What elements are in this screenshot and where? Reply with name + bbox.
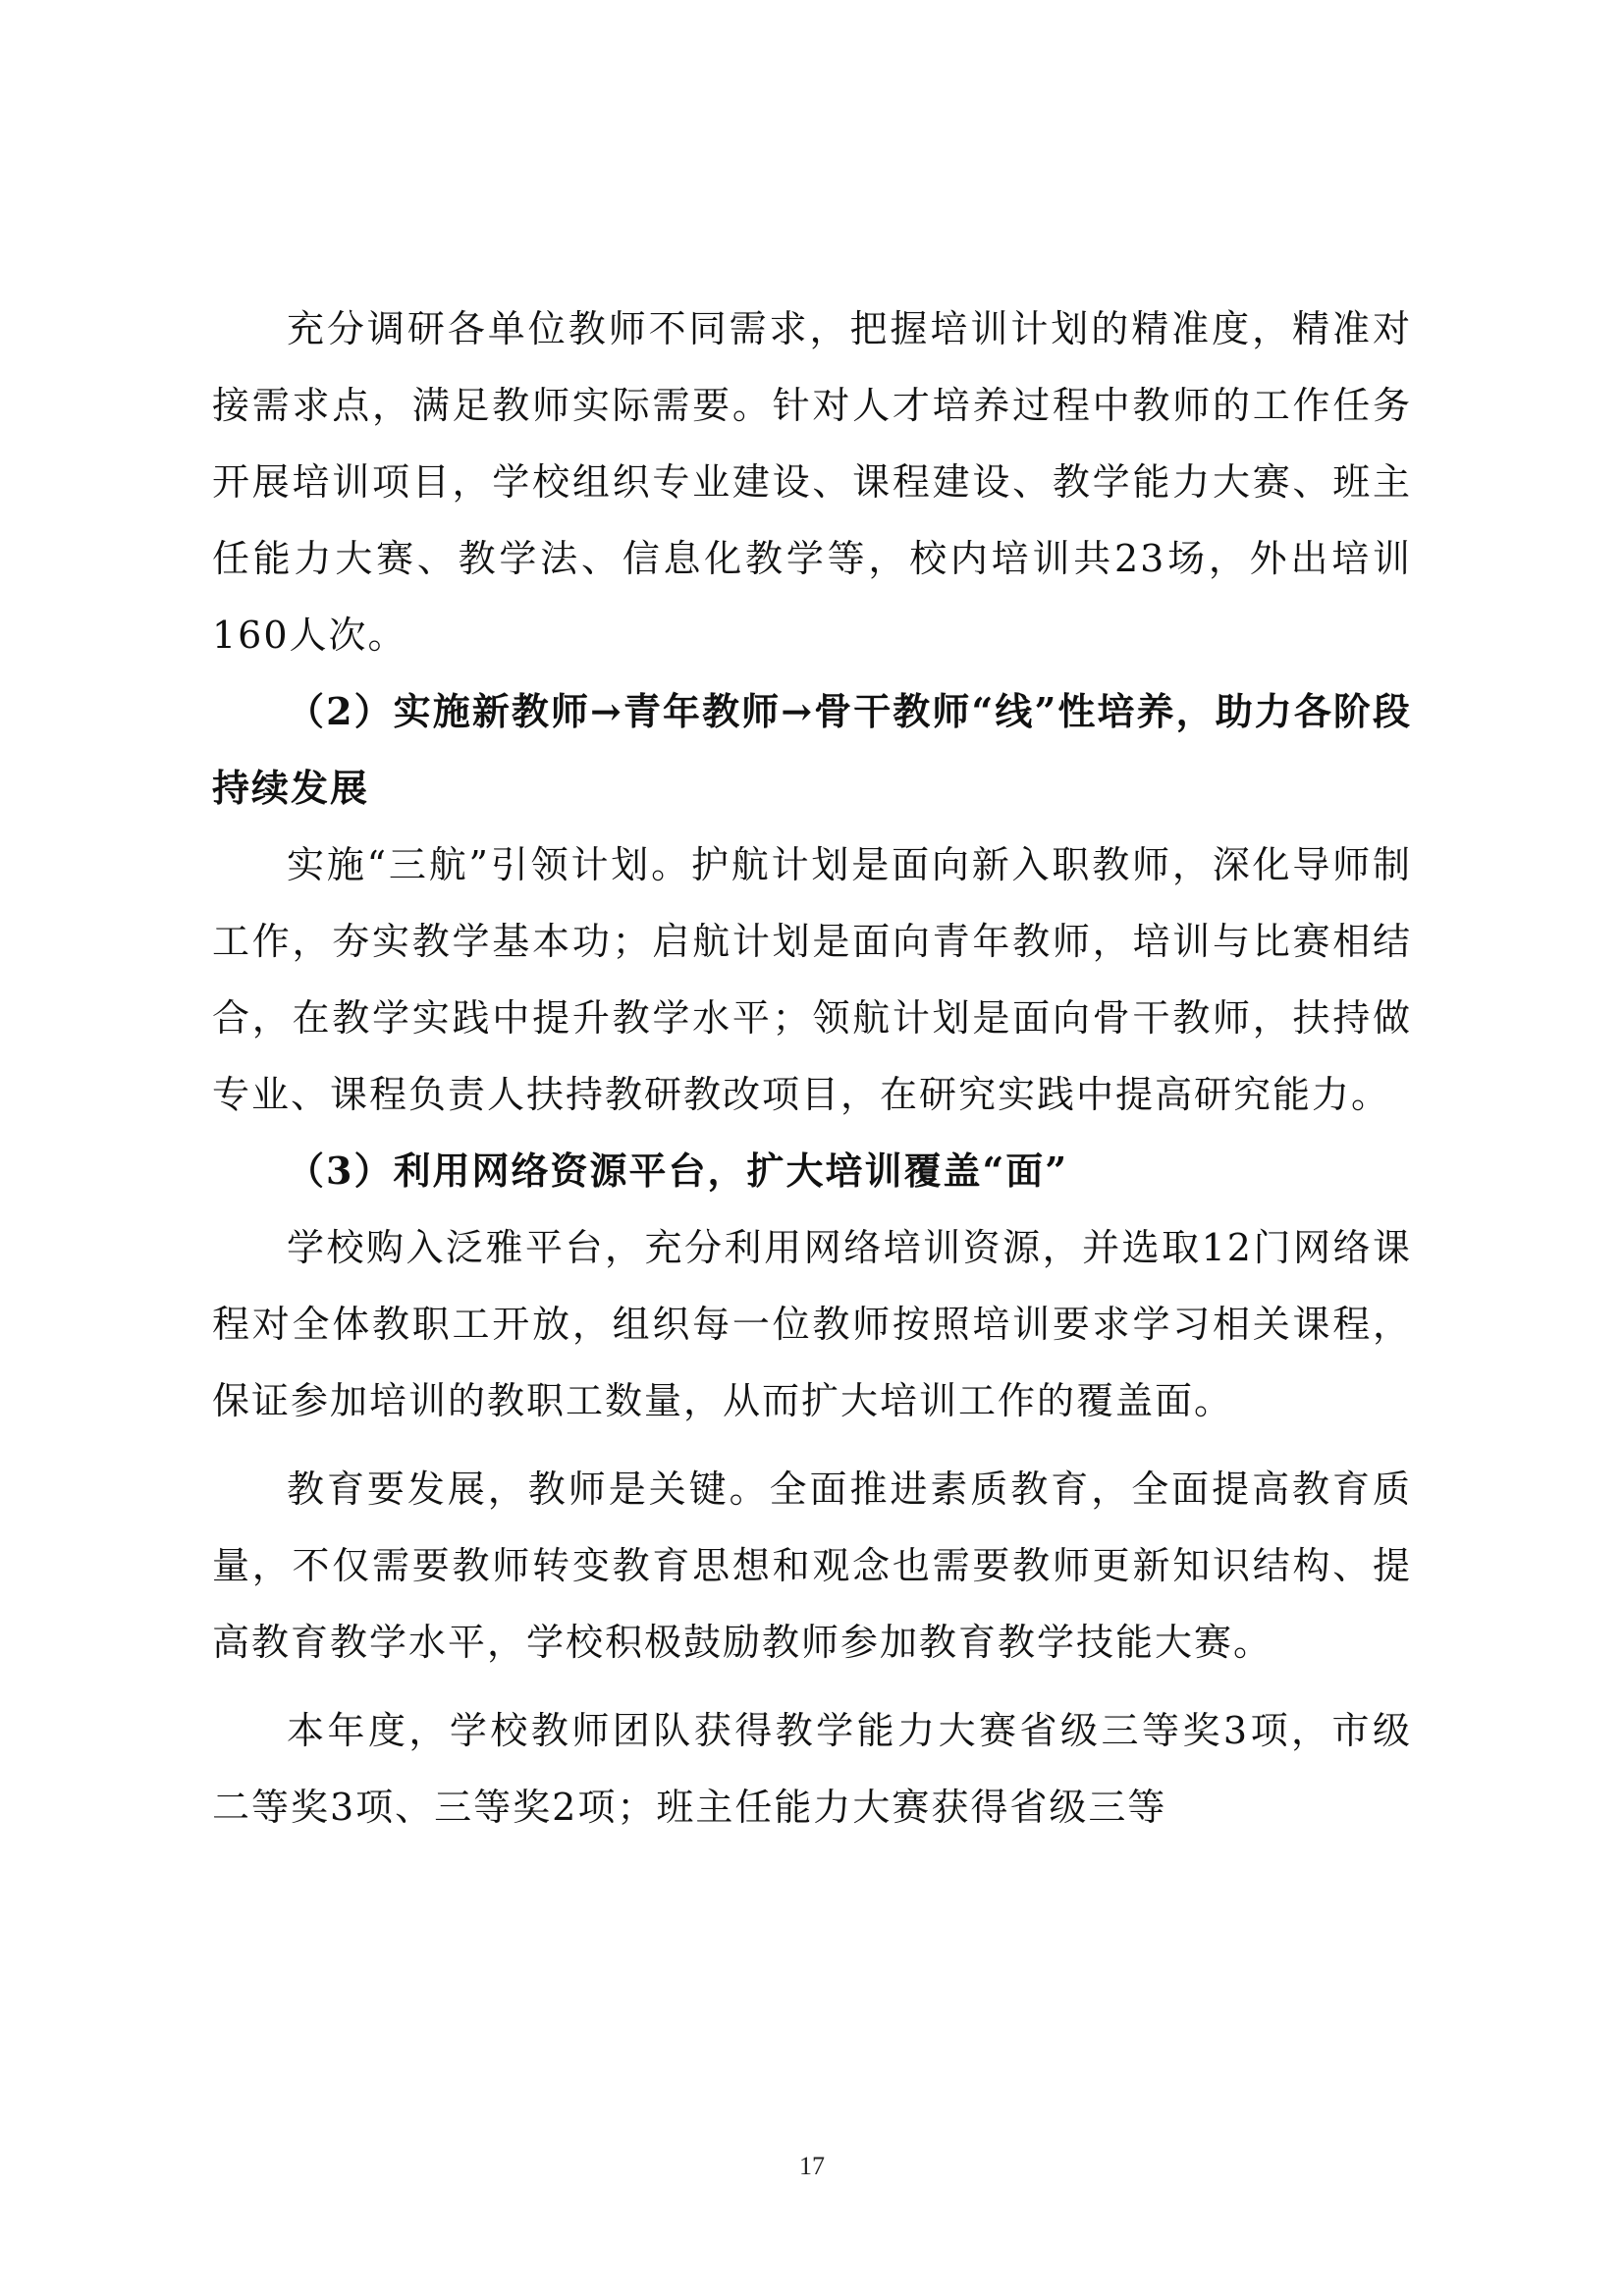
paragraph-training-needs: 充分调研各单位教师不同需求，把握培训计划的精准度，精准对接需求点，满足教师实际需要。针对人才培养过程中教师的工作任务开展培训项目，学校组织专业建设、课程建设、教学能力大赛、班主任能力大赛、教学法、信息化教学等，校内培训共23场，外出培训160人次。 [212,307,1412,657]
paragraph-awards: 本年度，学校教师团队获得教学能力大赛省级三等奖3项，市级二等奖3项、三等奖2项；班主任能力大赛获得省级三等 [212,1709,1412,1829]
paragraph-three-navigation-plan: 实施“三航”引领计划。护航计划是面向新入职教师，深化导师制工作，夯实教学基本功；启航计划是面向青年教师，培训与比赛相结合，在教学实践中提升教学水平；领航计划是面向骨干教师，扶持做专业、课程负责人扶持教研教改项目，在研究实践中提高研究能力。 [212,843,1412,1116]
document-body [212,291,1412,1845]
page-number: 17 [799,2152,825,2180]
heading-network-platform: （3）利用网络资源平台，扩大培训覆盖“面” [287,1148,1069,1193]
paragraph-fanya-platform: 学校购入泛雅平台，充分利用网络培训资源，并选取12门网络课程对全体教职工开放，组织每一位教师按照培训要求学习相关课程，保证参加培训的教职工数量，从而扩大培训工作的覆盖面。 [212,1226,1412,1422]
heading-linear-cultivation: （2）实施新教师→青年教师→骨干教师“线”性培养，助力各阶段持续发展 [212,689,1412,810]
paragraph-education-development: 教育要发展，教师是关键。全面推进素质教育，全面提高教育质量，不仅需要教师转变教育思想和观念也需要教师更新知识结构、提高教育教学水平，学校积极鼓励教师参加教育教学技能大赛。 [212,1468,1412,1664]
